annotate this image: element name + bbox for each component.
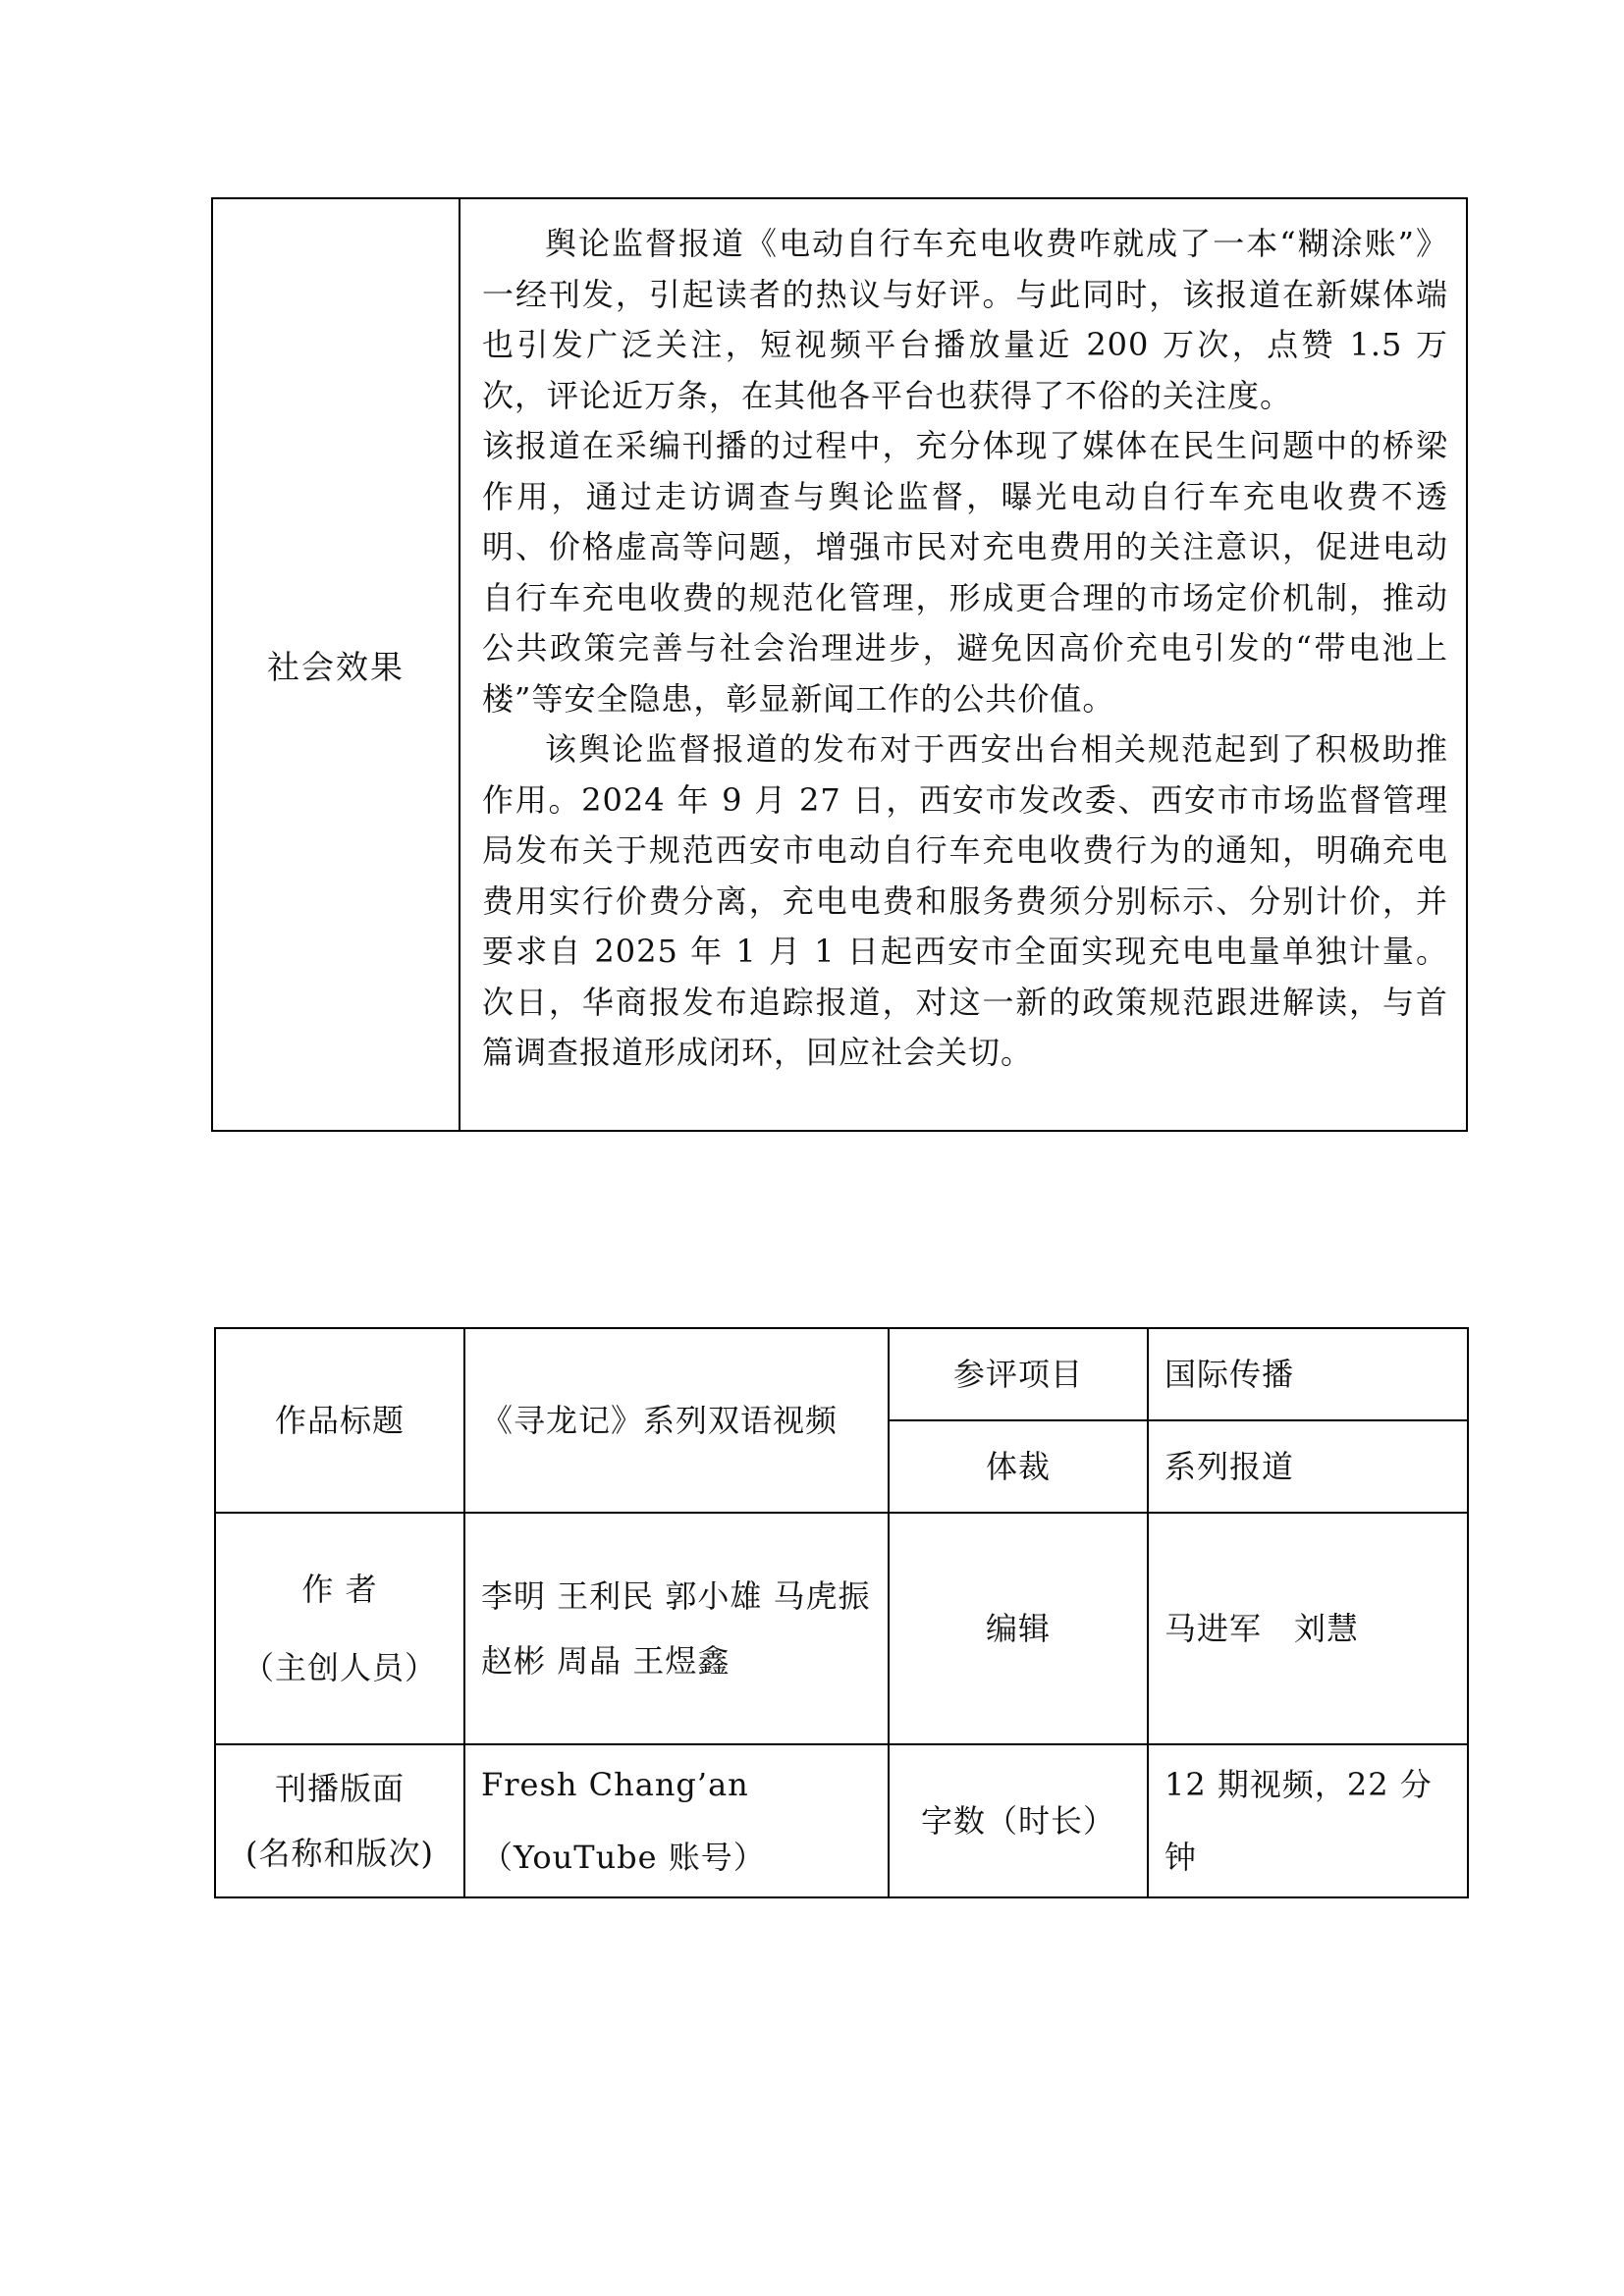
social-effect-content bbox=[460, 198, 1467, 1131]
title-value: 《寻龙记》系列双语视频 bbox=[464, 1328, 889, 1513]
editor-label: 编辑 bbox=[889, 1513, 1148, 1744]
author-label-sub: （主创人员） bbox=[242, 1649, 437, 1686]
effect-paragraph-2: 该报道在采编刊播的过程中，充分体现了媒体在民生问题中的桥梁作用，通过走访调查与舆论监督，曝光电动自行车充电收费不透明、价格虚高等问题，增强市民对充电费用的关注意识，促进电动自行车充电收费的规范化管理，形成更合理的市场定价机制，推动公共政策完善与社会治理进步，避免因高价充电引发的“带电池上楼”等安全隐患，彰显新闻工作的公共价值。 bbox=[482, 427, 1448, 718]
entry-info-table bbox=[214, 1327, 1469, 1898]
publication-label-main: 刊播版面 bbox=[274, 1770, 405, 1807]
social-effect-table bbox=[211, 197, 1468, 1132]
author-label bbox=[215, 1513, 464, 1744]
category-label: 参评项目 bbox=[889, 1328, 1148, 1420]
entry-row-publication bbox=[215, 1744, 1468, 1897]
genre-label: 体裁 bbox=[889, 1420, 1148, 1513]
author-label-main: 作 者 bbox=[301, 1571, 378, 1608]
publication-value bbox=[464, 1744, 889, 1897]
social-effect-label: 社会效果 bbox=[212, 198, 460, 1131]
publication-value-account: （YouTube 账号） bbox=[481, 1839, 766, 1876]
editors-value: 马进军 刘慧 bbox=[1148, 1513, 1468, 1744]
category-value: 国际传播 bbox=[1148, 1328, 1468, 1420]
social-effect-row bbox=[212, 198, 1467, 1131]
effect-paragraph-1: 舆论监督报道《电动自行车充电收费咋就成了一本“糊涂账”》一经刊发，引起读者的热议与好评。与此同时，该报道在新媒体端也引发广泛关注，短视频平台播放量近 200 万次，点赞 1.5 万次，评论近万条，在其他各平台也获得了不俗的关注度。 bbox=[482, 225, 1448, 414]
entry-row-authors bbox=[215, 1513, 1468, 1744]
effect-paragraph-3: 该舆论监督报道的发布对于西安出台相关规范起到了积极助推作用。2024 年 9 月 27 日，西安市发改委、西安市市场监督管理局发布关于规范西安市电动自行车充电收费行为的通知，明确充电费用实行价费分离，充电电费和服务费须分别标示、分别计价，并要求自 2025 年 1 月 1 日起西安市全面实现充电电量单独计量。次日，华商报发布追踪报道，对这一新的政策规范跟进解读，与首篇调查报道形成闭环，回应社会关切。 bbox=[482, 730, 1448, 1071]
genre-value: 系列报道 bbox=[1148, 1420, 1468, 1513]
publication-value-name: Fresh Chang’an bbox=[481, 1766, 749, 1803]
length-value: 12 期视频，22 分钟 bbox=[1148, 1744, 1468, 1897]
entry-row-title bbox=[215, 1328, 1468, 1420]
publication-label-sub: (名称和版次) bbox=[245, 1835, 434, 1872]
title-label: 作品标题 bbox=[215, 1328, 464, 1513]
publication-label bbox=[215, 1744, 464, 1897]
authors-value: 李明 王利民 郭小雄 马虎振 赵彬 周晶 王煜鑫 bbox=[464, 1513, 889, 1744]
length-label: 字数（时长） bbox=[889, 1744, 1148, 1897]
